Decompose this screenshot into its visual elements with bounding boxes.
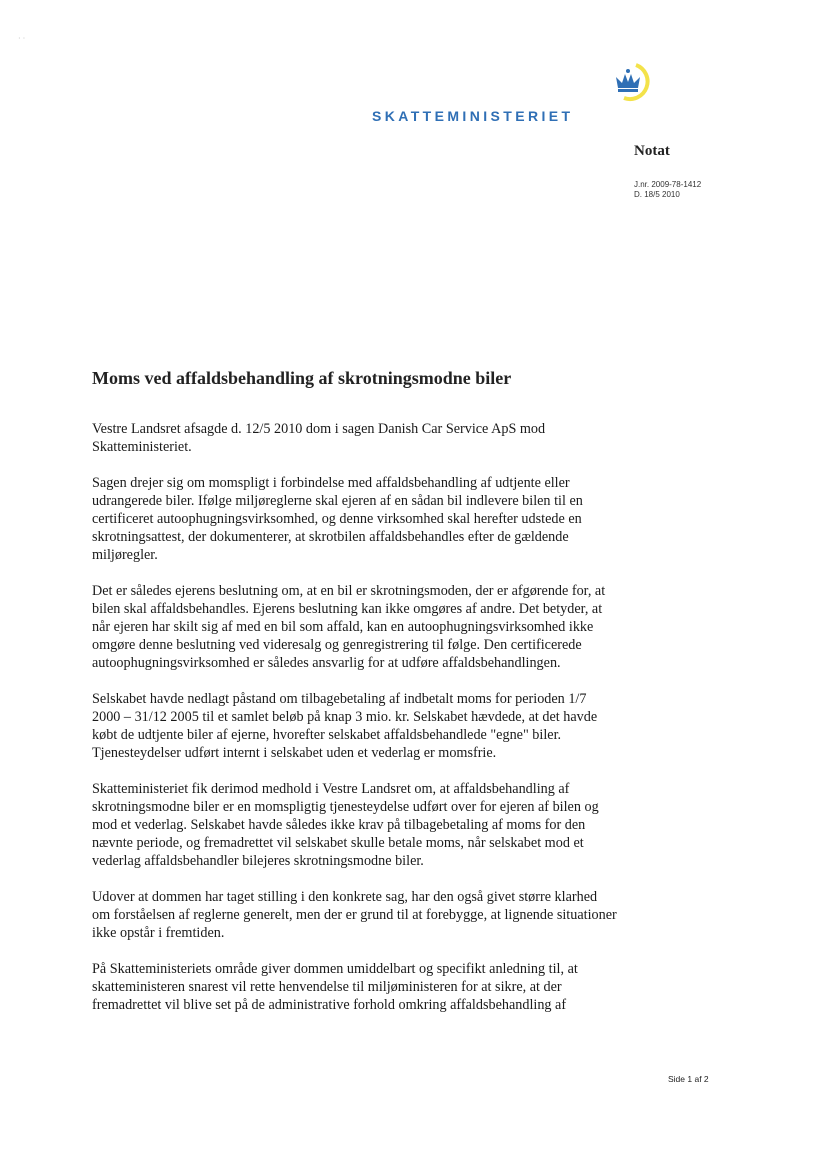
- document-meta: [634, 180, 701, 200]
- paragraph: Skatteministeriet fik derimod medhold i Vestre Landsret om, at affaldsbehandling af skrotningsmodne biler er en momspligtig tjenesteydelse udført over for ejeren af bilen og mod et vederlag. Selskabet havde således ikke krav på tilbagebetaling af moms for den nævnte periode, og fremadrettet vil selskabet skulle betale moms, når selskabet mod et vederlag affaldsbehandler bilejeres skrotningsmodne biler.: [92, 781, 599, 869]
- paragraph: Det er således ejerens beslutning om, at en bil er skrotningsmoden, der er afgørende for, at bilen skal affaldsbehandles. Ejerens beslutning kan ikke omgøres af andre. Det betyder, at når ejeren har skilt sig af med en bil som affald, kan en autoophugningsvirksomhed ikke omgøre denne beslutning ved videresalg og genregistrering til følge. Den certificerede autoophugningsvirksomhed er således ansvarlig for at udføre affaldsbehandlingen.: [92, 583, 606, 671]
- page-title: Moms ved affaldsbehandling af skrotningsmodne biler: [92, 368, 512, 388]
- crown-emblem-icon: [606, 62, 656, 102]
- paragraph: Vestre Landsret afsagde d. 12/5 2010 dom i sagen Danish Car Service ApS mod Skatteministeriet.: [92, 421, 546, 455]
- body-text: [92, 420, 618, 1032]
- paragraph: Selskabet havde nedlagt påstand om tilbagebetaling af indbetalt moms for perioden 1/7 2000 – 31/12 2005 til et samlet beløb på knap 3 mio. kr. Selskabet hævdede, at det havde købt de udtjente biler af ejerne, hvorefter selskabet affaldsbehandlede "egne" biler. Tjenesteydelser udført internt i selskabet uden et vederlag er momsfrie.: [92, 691, 598, 761]
- paragraph: Sagen drejer sig om momspligt i forbindelse med affaldsbehandling af udtjente eller udrangerede biler. Ifølge miljøreglerne skal ejeren af en sådan bil indlevere bilen til en certificeret autoophugningsvirksomhed, og denne virksomhed skal herefter udstede en skrotningsattest, der dokumenterer, at skrotbilen affaldsbehandles efter de gældende miljøregler.: [92, 475, 583, 563]
- paragraph: På Skatteministeriets område giver dommen umiddelbart og specifikt anledning til, at skatteministeren snarest vil rette henvendelse til miljøministeren for at sikre, at der fremadrettet vil blive set på de administrative forhold omkring affaldsbehandling af: [92, 961, 578, 1013]
- scan-speck: · ·: [18, 34, 26, 43]
- page-number: Side 1 af 2: [668, 1074, 709, 1084]
- paragraph: Udover at dommen har taget stilling i den konkrete sag, har den også givet større klarhed om forståelsen af reglerne generelt, men der er grund til at forebygge, at lignende situationer ikke opstår i fremtiden.: [92, 889, 617, 941]
- document-date: D. 18/5 2010: [634, 190, 680, 199]
- ministry-logo-text: SKATTEMINISTERIET: [372, 108, 574, 124]
- journal-number: J.nr. 2009-78-1412: [634, 180, 702, 189]
- document-type: Notat: [634, 143, 670, 159]
